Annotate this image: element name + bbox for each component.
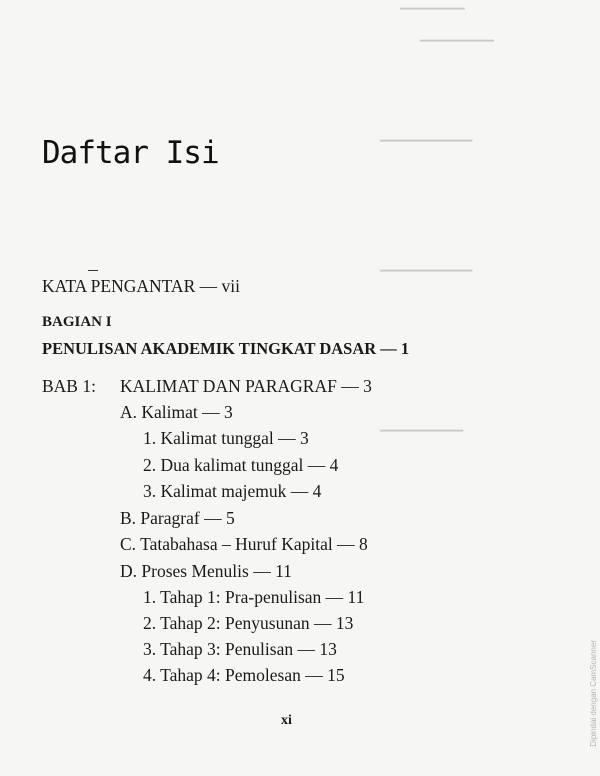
bleed-through-text: ▔▔▔▔▔▔▔▔ xyxy=(420,40,494,54)
toc-subsection: 3. Kalimat majemuk — 4 xyxy=(143,481,322,501)
page-title: Daftar Isi xyxy=(42,135,219,171)
chapter-label: BAB 1: xyxy=(42,376,96,396)
toc-subsection: 2. Tahap 2: Penyusunan — 13 xyxy=(143,613,354,633)
chapter-title: KALIMAT DAN PARAGRAF — 3 xyxy=(120,376,372,396)
toc-subsection: 3. Tahap 3: Penulisan — 13 xyxy=(143,639,337,659)
scanner-watermark: Dipindai dengan CamScanner xyxy=(589,640,598,747)
bleed-through-text: ▔▔▔▔▔▔▔ xyxy=(400,8,465,22)
toc-subsection: 1. Tahap 1: Pra-penulisan — 11 xyxy=(143,587,365,607)
bleed-through-text: ▔▔▔▔▔▔▔▔▔▔ xyxy=(380,270,473,284)
bleed-through-text: ▔▔▔▔▔▔▔▔▔ xyxy=(380,430,464,444)
toc-entry-kata-pengantar: KATA PENGANTAR — vii xyxy=(42,276,240,296)
toc-subsection: 4. Tahap 4: Pemolesan — 15 xyxy=(143,665,345,685)
toc-subsection: 2. Dua kalimat tunggal — 4 xyxy=(143,455,339,475)
toc-subsection: 1. Kalimat tunggal — 3 xyxy=(143,428,309,448)
part-label: BAGIAN I xyxy=(42,314,112,330)
pen-mark xyxy=(88,270,98,271)
bleed-through-text: ▔▔▔▔▔▔▔▔▔▔ xyxy=(380,140,473,154)
page-number: xi xyxy=(281,713,292,728)
toc-section-b: B. Paragraf — 5 xyxy=(120,508,235,528)
toc-section-c: C. Tatabahasa – Huruf Kapital — 8 xyxy=(120,534,368,554)
toc-section-d: D. Proses Menulis — 11 xyxy=(120,561,292,581)
toc-section-a: A. Kalimat — 3 xyxy=(120,402,233,422)
part-title: PENULISAN AKADEMIK TINGKAT DASAR — 1 xyxy=(42,339,410,358)
